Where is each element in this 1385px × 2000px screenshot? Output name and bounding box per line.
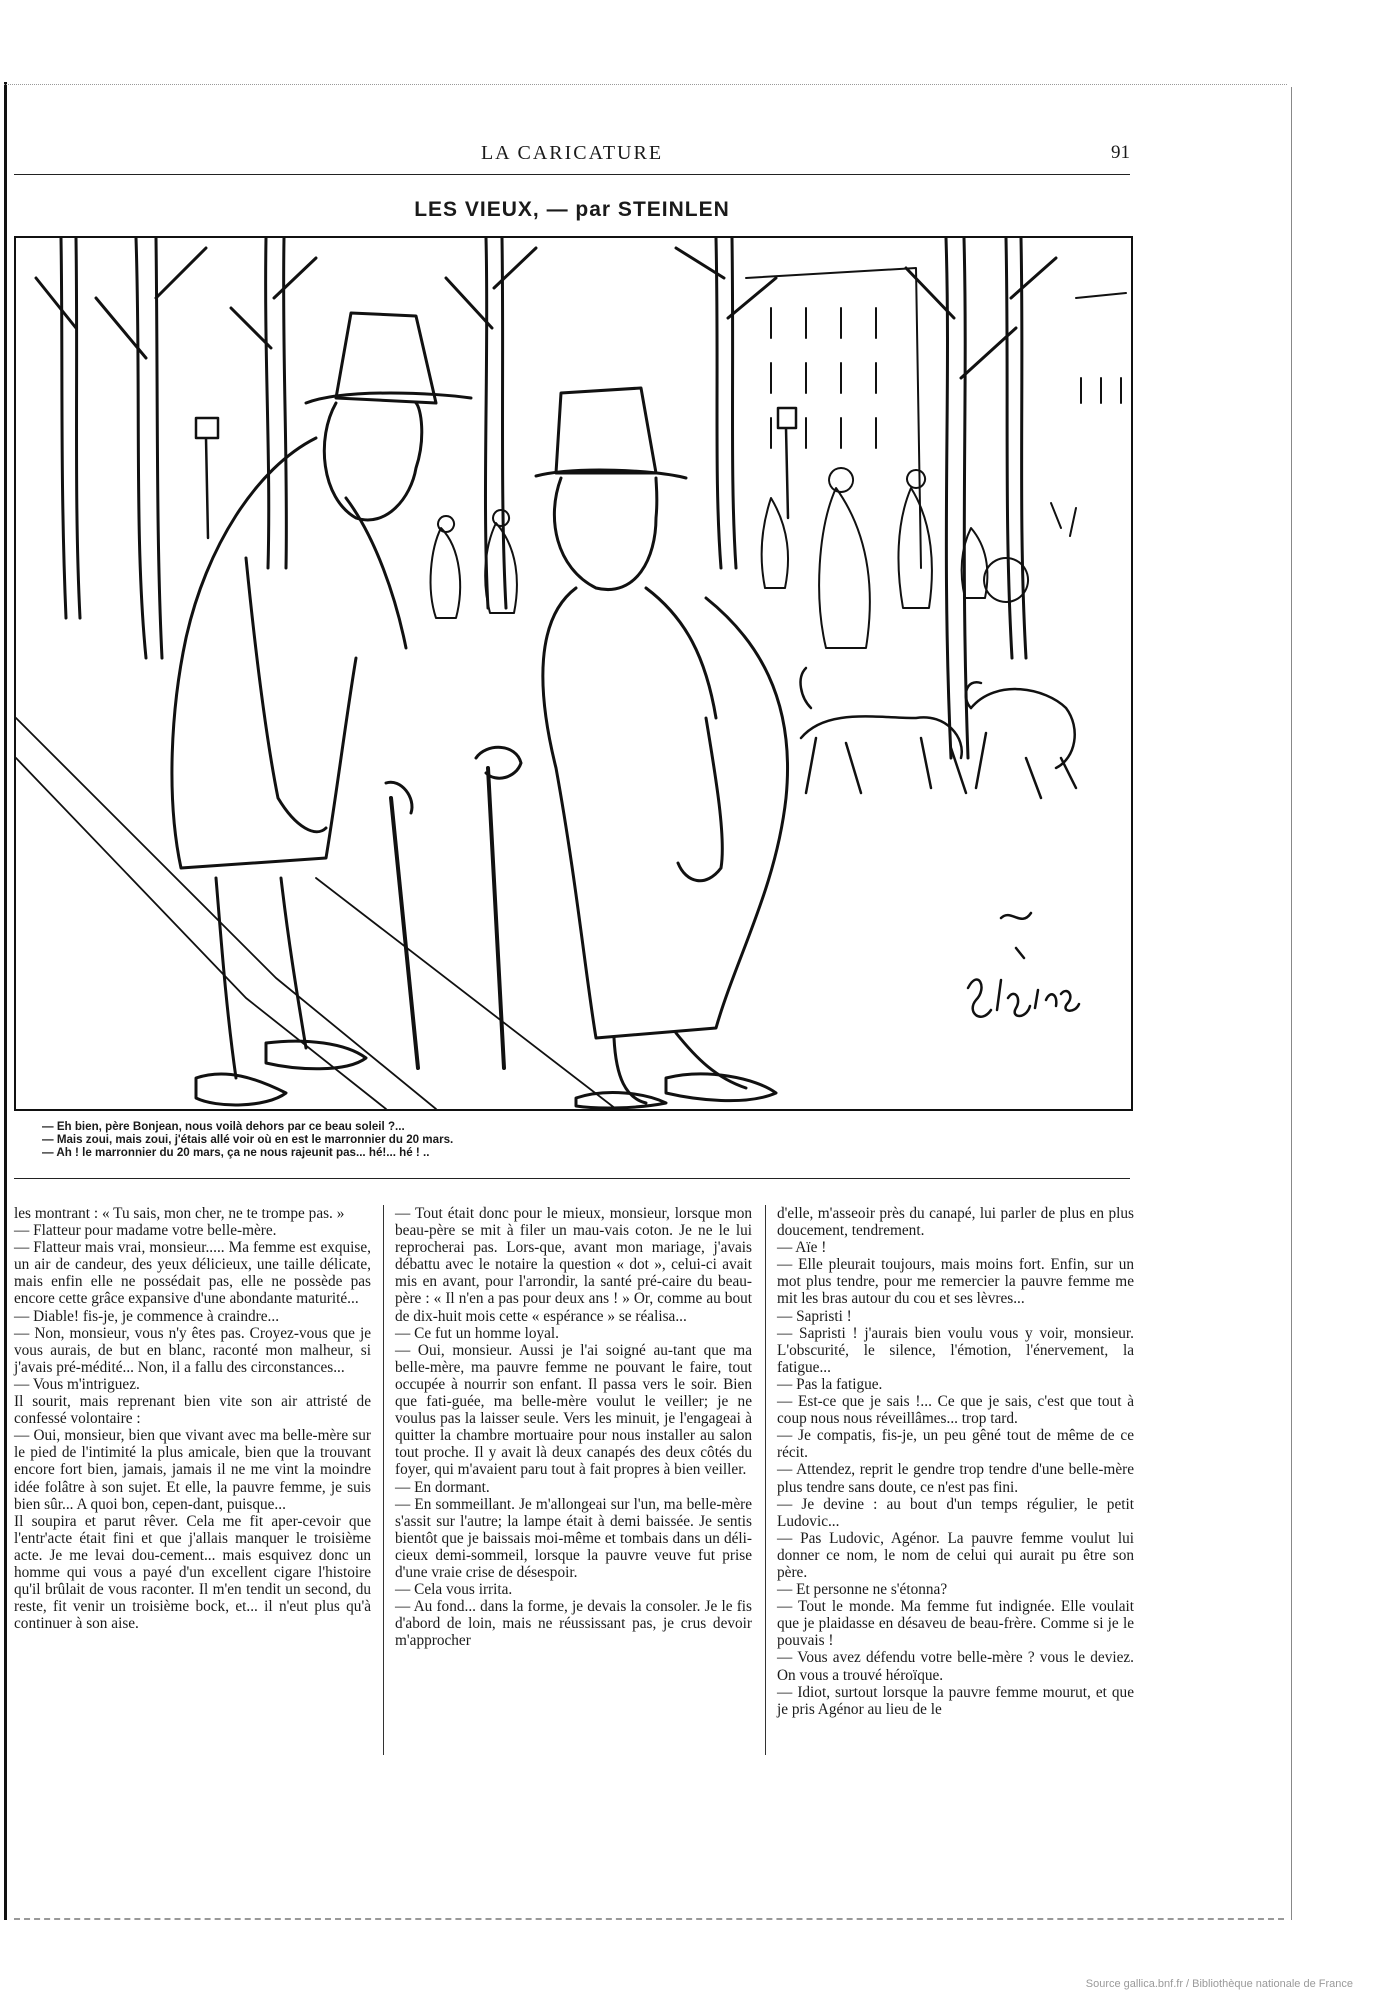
paragraph: — Et personne ne s'étonna?: [777, 1581, 948, 1599]
paragraph: — Oui, monsieur, bien que vivant avec ma belle-mère sur le pied de l'intimité la plus amicale, bien que la trouvant encore fort bien, jamais, jamais il ne me vint la moindre idée folâtre à son sujet. Et elle, la pauvre femme, je suis bien sûr... A quoi bon, cepen-dant, puisque...: [14, 1427, 371, 1513]
paragraph: — Tout le monde. Ma femme fut indignée. Elle voulait que je plaidasse en désaveu de beau-frère. Comme si je le pouvais !: [777, 1598, 1134, 1650]
paragraph: — Tout était donc pour le mieux, monsieur, lorsque mon beau-père se mit à filer un mau-vais coton. Je ne le lui reprocherai pas. Lors-que, avant mon mariage, j'avais débattu avec le notaire la question « dot », celui-ci avait mis en avant, pour l'arrondir, la santé pré-caire du beau-père : « Il n'en a pas pour deux ans ! » Or, comme au bout de dix-huit mois cette « espérance » se réalisa...: [395, 1205, 752, 1325]
paragraph: — Vous m'intriguez.: [14, 1375, 140, 1393]
column-separator: [765, 1205, 766, 1755]
source-credit: Source gallica.bnf.fr / Bibliothèque nationale de France: [1085, 1978, 1353, 1990]
paragraph: — Elle pleurait toujours, mais moins fort. Enfin, sur un mot plus tendre, pour me remercier la pauvre femme me mit les bras autour du cou et ses lèvres...: [777, 1256, 1134, 1308]
pavement-lines: [16, 718, 616, 1109]
text-column-1: [14, 1205, 371, 1632]
page-number: 91: [1111, 142, 1130, 163]
paragraph: — En dormant.: [395, 1478, 490, 1496]
paragraph: — Non, monsieur, vous n'y êtes pas. Croyez-vous que je vous aurais, de but en blanc, raconté mon malheur, si j'avais pré-médité... Non, il a fallu des circonstances...: [14, 1324, 371, 1376]
paragraph: — Ce fut un homme loyal.: [395, 1324, 559, 1342]
background-trees: [36, 238, 1056, 758]
text-column-3: [777, 1205, 1134, 1718]
paragraph: — En sommeillant. Je m'allongeai sur l'un, ma belle-mère s'assit sur l'autre; la lampe était à demi baissée. Je sentis bientôt que je baissais moi-même et tombais dans un déli-cieux demi-sommeil, lorsque la pauvre veuve fut prise d'une vraie crise de désespoir.: [395, 1495, 752, 1581]
paragraph: Il soupira et parut rêver. Cela me fit aper-cevoir que l'entr'acte était fini et que j'allais manquer le troisième acte. Je me levai dou-cement... mais esquivez donc un homme qui vous a payé d'un excellent cigare l'histoire qu'il brûlait de vous raconter. Il m'en tendit un second, du reste, fit venir un troisième bock, et... il n'eut plus qu'à continuer à son aise.: [14, 1512, 371, 1633]
paragraph: — Sapristi ! j'aurais bien voulu vous y voir, monsieur. L'obscurité, le silence, l'émotion, l'énervement, la fatigue...: [777, 1324, 1134, 1376]
signature-scribble: [968, 913, 1079, 1017]
paragraph: — Idiot, surtout lorsque la pauvre femme mourut, et que je pris Agénor au lieu de le: [777, 1683, 1134, 1718]
paragraph: — Vous avez défendu votre belle-mère ? vous le deviez. On vous a trouvé héroïque.: [777, 1649, 1134, 1684]
cartoon-illustration: [14, 236, 1133, 1111]
header-rule: [14, 174, 1130, 175]
running-head: [14, 142, 1130, 168]
page-bottom-edge: [14, 1918, 1284, 1920]
page-top-edge: [4, 84, 1287, 85]
paragraph: — Cela vous irrita.: [395, 1581, 513, 1599]
cartoon-title: LES VIEUX, — par STEINLEN: [414, 198, 730, 221]
paragraph: d'elle, m'asseoir près du canapé, lui parler de plus en plus doucement, tendrement.: [777, 1205, 1134, 1240]
paragraph: — Flatteur mais vrai, monsieur..... Ma femme est exquise, un air de candeur, des yeux délicieux, une taille délicate, mais enfin elle ne possédait pas, elle ne possède pas encore cette grâce expansive d'une abondante maturité...: [14, 1239, 371, 1308]
paragraph: — Diable! fis-je, je commence à craindre...: [14, 1307, 280, 1325]
paragraph: — Au fond... dans la forme, je devais la consoler. Je le fis d'abord de loin, mais ne réussissant pas, je crus devoir m'approcher: [395, 1598, 752, 1650]
caption-rule: [14, 1178, 1130, 1179]
paragraph: — Sapristi !: [777, 1307, 852, 1325]
text-column-2: [395, 1205, 752, 1649]
paragraph: les montrant : « Tu sais, mon cher, ne te trompe pas. »: [14, 1205, 345, 1222]
paragraph: — Oui, monsieur. Aussi je l'ai soigné au-tant que ma belle-mère, ma pauvre femme ne pouvant le faire, tout occupée à nourrir son enfant. Il passa vers le soir. Bien que fati-guée, ma belle-mère voulut le veiller; je ne voulus pas la laisser seule. Vers les minuit, je l'engageai à quitter la chambre mortuaire pour nous installer au salon tout proche. Il y avait là deux canapés des deux côtés du foyer, qui m'avaient paru tout à fait propres à bien veiller.: [395, 1341, 752, 1479]
paragraph: — Je compatis, fis-je, un peu gêné tout de même de ce récit.: [777, 1427, 1134, 1462]
caption-line: — Mais zoui, mais zoui, j'étais allé voir où en est le marronnier du 20 mars.: [42, 1133, 454, 1146]
background-buildings: [746, 268, 1126, 568]
right-old-man: [476, 388, 788, 1108]
running-title: LA CARICATURE: [480, 142, 664, 164]
paragraph: — Est-ce que je sais !... Ce que je sais, c'est que tout à coup nous nous réveillâmes... trop tard.: [777, 1393, 1134, 1428]
cartoon-captions: [42, 1120, 942, 1159]
dogs: [801, 668, 1076, 798]
background-figures: [431, 468, 1076, 648]
caption-line: — Ah ! le marronnier du 20 mars, ça ne nous rajeunit pas... hé!... hé ! ..: [42, 1146, 430, 1159]
paragraph: — Attendez, reprit le gendre trop tendre d'une belle-mère plus tendre sans doute, ce n'est pas fini.: [777, 1461, 1134, 1496]
caption-line: — Eh bien, père Bonjean, nous voilà dehors par ce beau soleil ?...: [42, 1120, 405, 1133]
paragraph: — Aïe !: [777, 1239, 827, 1257]
paragraph: — Flatteur pour madame votre belle-mère.: [14, 1222, 277, 1240]
column-separator: [383, 1205, 384, 1755]
cartoon-drawing: [16, 238, 1131, 1109]
paragraph: — Pas Ludovic, Agénor. La pauvre femme voulut lui donner ce nom, le nom de celui qui aurait pu être son père.: [777, 1529, 1134, 1581]
paragraph: — Pas la fatigue.: [777, 1375, 883, 1393]
paragraph: Il sourit, mais reprenant bien vite son air attristé de confessé volontaire :: [14, 1393, 371, 1428]
paragraph: — Je devine : au bout d'un temps régulier, le petit Ludovic...: [777, 1495, 1134, 1530]
